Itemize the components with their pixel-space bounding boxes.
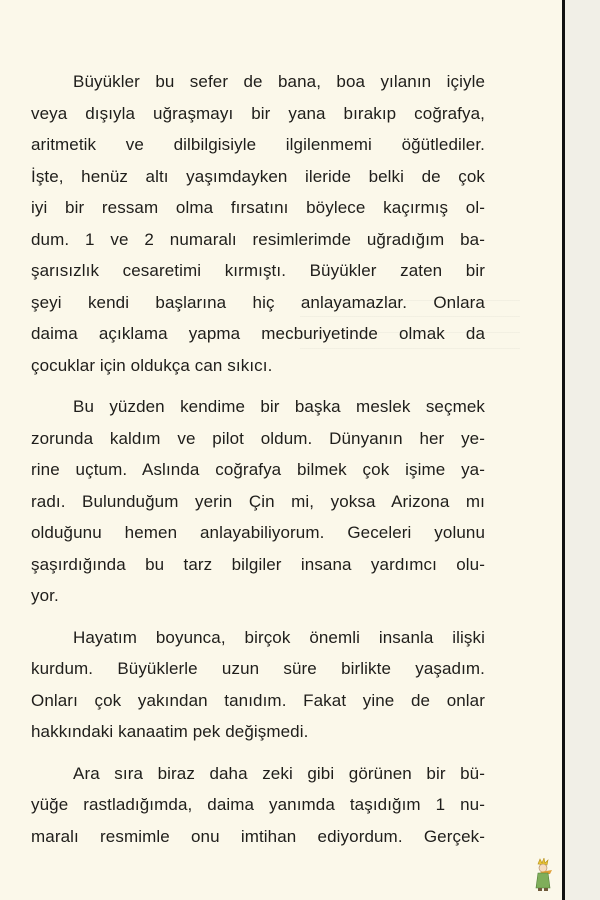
page-spine-edge xyxy=(562,0,565,900)
text-line: Hayatım boyunca, birçok önemli insanla ilişki xyxy=(73,627,485,647)
text-line: çocuklar için oldukça can sıkıcı. xyxy=(31,355,273,375)
text-line: şeyi kendi başlarına hiç anlayamazlar. Onlara xyxy=(31,292,485,312)
text-line: aritmetik ve dilbilgisiyle ilgilenmemi öğütlediler. xyxy=(31,135,485,154)
paragraph-3 xyxy=(31,622,485,748)
text-line: yüğe rastladığımda, daima yanımda taşıdığım 1 nu- xyxy=(31,795,485,814)
text-line: kurdum. Büyüklerle uzun süre birlikte yaşadım. xyxy=(31,659,485,678)
paragraph-1 xyxy=(31,66,485,381)
text-line: iyi bir ressam olma fırsatını böylece kaçırmış ol- xyxy=(31,198,485,217)
text-line: radı. Bulunduğum yerin Çin mi, yoksa Arizona mı xyxy=(31,491,485,511)
text-line: veya dışıyla uğraşmayı bir yana bırakıp coğrafya, xyxy=(31,103,485,123)
text-line: dum. 1 ve 2 numaralı resimlerimde uğradığım ba- xyxy=(31,229,485,249)
text-line: Büyükler bu sefer de bana, boa yılanın içiyle xyxy=(73,72,485,91)
text-line: İşte, henüz altı yaşımdayken ileride belki de çok xyxy=(31,166,485,186)
text-line: şarısızlık cesaretimi kırmıştı. Büyükler zaten bir xyxy=(31,261,485,280)
little-prince-icon xyxy=(532,858,554,892)
text-line: zorunda kaldım ve pilot oldum. Dünyanın her ye- xyxy=(31,428,485,448)
paragraph-2 xyxy=(31,391,485,612)
text-line: Bu yüzden kendime bir başka meslek seçmek xyxy=(73,397,485,416)
page-text xyxy=(31,66,485,862)
text-line: olduğunu hemen anlayabiliyorum. Geceleri yolunu xyxy=(31,523,485,542)
text-line: daima açıklama yapma mecburiyetinde olmak da xyxy=(31,324,485,343)
text-line: maralı resmimle onu imtihan ediyordum. Gerçek- xyxy=(31,826,485,846)
text-line: hakkındaki kanaatim pek değişmedi. xyxy=(31,722,309,741)
text-line: Ara sıra biraz daha zeki gibi görünen bir bü- xyxy=(73,763,485,783)
paragraph-4 xyxy=(31,758,485,853)
text-line: Onları çok yakından tanıdım. Fakat yine de onlar xyxy=(31,690,485,710)
text-line: rine uçtum. Aslında coğrafya bilmek çok işime ya- xyxy=(31,460,485,479)
text-line: yor. xyxy=(31,586,59,605)
text-line: şaşırdığında bu tarz bilgiler insana yardımcı olu- xyxy=(31,554,485,574)
